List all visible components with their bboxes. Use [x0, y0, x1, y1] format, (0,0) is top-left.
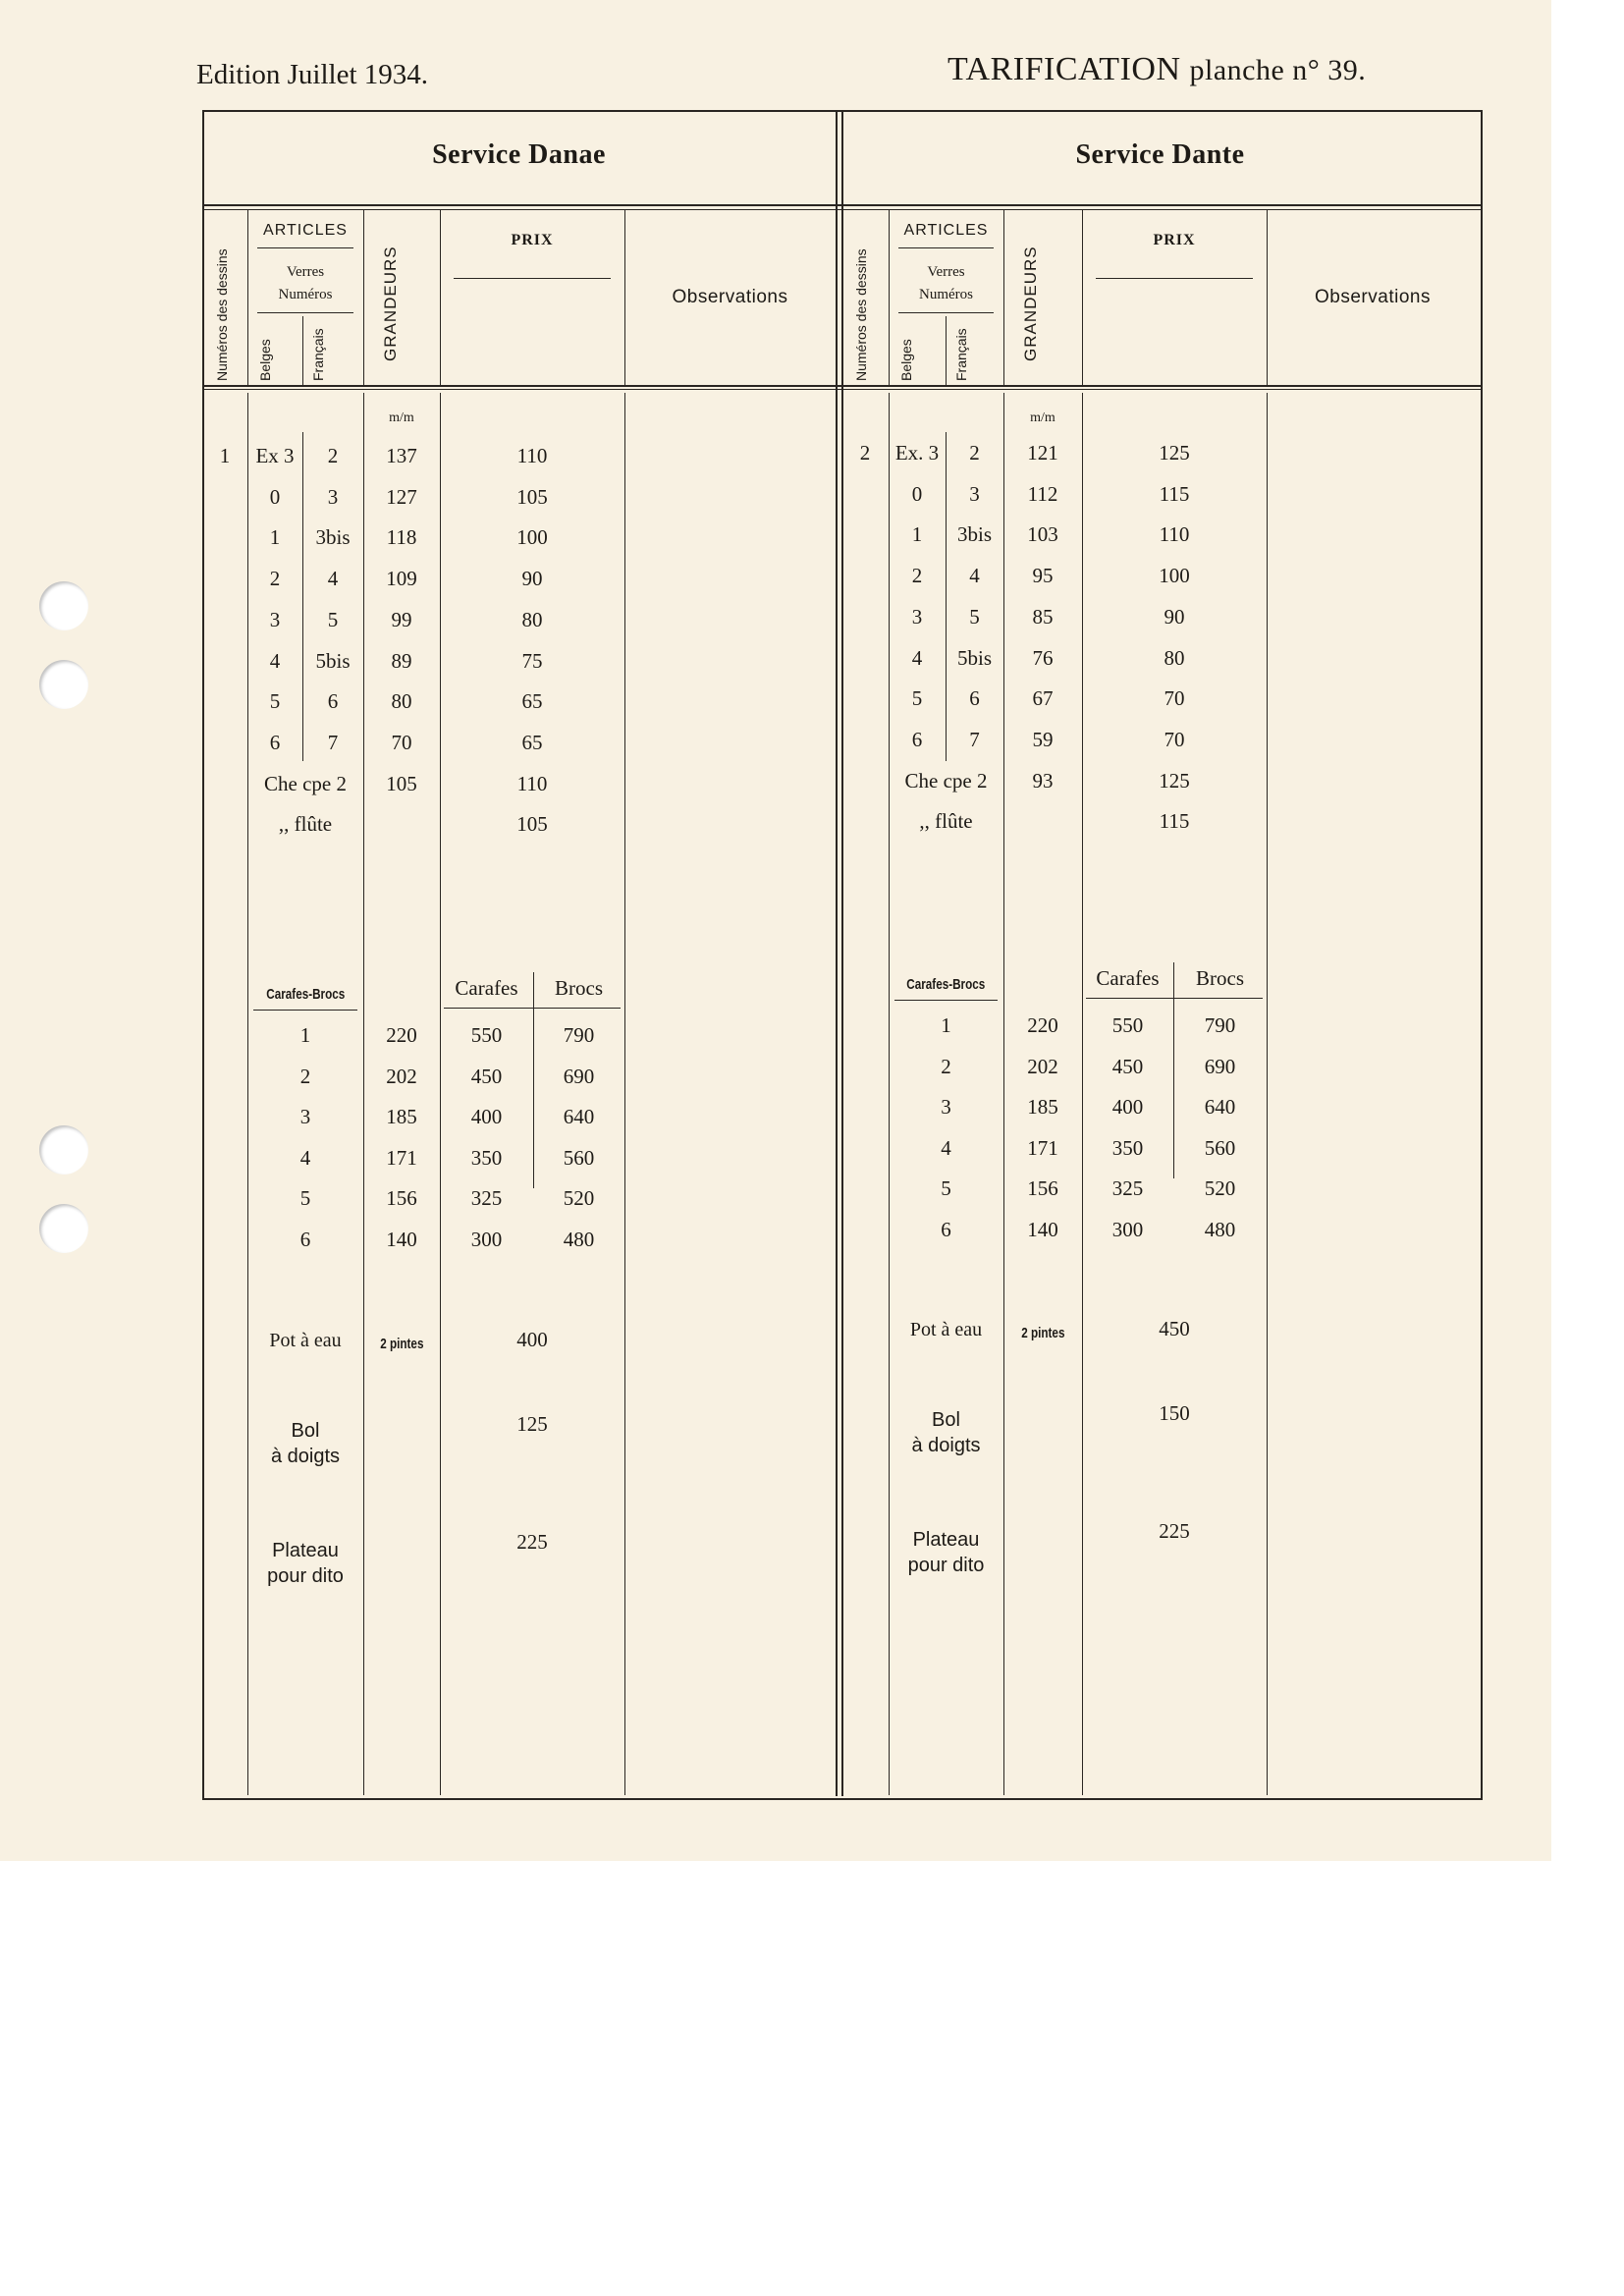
dante-body-rule-articles	[889, 393, 890, 1795]
dante-carafe-number: 5	[941, 1176, 951, 1200]
dante-verre-grandeur: 103	[1027, 522, 1058, 547]
danae-champagne-label: Che cpe 2	[264, 771, 347, 795]
dante-carafe-grandeur: 185	[1027, 1095, 1058, 1119]
dante-verre-prix: 115	[1159, 481, 1190, 506]
dante-body-rule-prix	[1082, 393, 1083, 1795]
dante-verre-grandeur: 85	[1032, 604, 1054, 629]
dante-numeros-label: Numéros	[919, 287, 973, 302]
danae-champagne-prix: 110	[516, 771, 548, 795]
dante-body-rule-grandeurs	[1003, 393, 1004, 1795]
danae-carafe-number: 6	[299, 1227, 311, 1251]
danae-francais-label: Français	[310, 328, 326, 381]
dante-numeros-dessins-label: Numéros des dessins	[853, 248, 869, 381]
danae-brocs-col-label: Brocs	[555, 976, 603, 1000]
danae-verre-grandeur: 109	[386, 567, 417, 591]
dante-broc-prix: 480	[1204, 1217, 1236, 1241]
danae-verre-francais: 5	[327, 607, 339, 631]
danae-carafe-number: 1	[299, 1023, 311, 1047]
dante-carafes-brocs-col-underline	[1086, 998, 1263, 999]
danae-carafe-grandeur: 156	[386, 1186, 417, 1210]
edition-date: Edition Juillet 1934.	[196, 59, 429, 90]
danae-verre-belge: 3	[269, 607, 281, 631]
dante-observations-label: Observations	[1315, 287, 1431, 307]
danae-carafes-brocs-underline	[253, 1010, 357, 1011]
dante-verre-grandeur: 112	[1027, 481, 1058, 506]
danae-verres-label: Verres	[286, 264, 325, 280]
danae-broc-prix: 690	[563, 1064, 595, 1088]
danae-articles-underline	[257, 247, 353, 248]
danae-carafe-number: 3	[299, 1105, 311, 1128]
dante-belges-francais-divider	[946, 316, 947, 385]
danae-carafe-number: 5	[299, 1186, 311, 1210]
dante-articles-label: ARTICLES	[903, 222, 989, 239]
danae-verre-belge: 6	[269, 730, 281, 754]
dante-unit-label: m/m	[1030, 410, 1056, 425]
dante-champagne-grandeur: 93	[1032, 768, 1054, 793]
danae-carafe-prix: 550	[470, 1023, 503, 1047]
dante-bol-prix: 150	[1159, 1401, 1190, 1425]
dante-verre-francais: 3	[969, 481, 980, 506]
danae-verre-belge: 0	[269, 484, 281, 509]
service-divider-2	[841, 110, 843, 1796]
danae-prix-label: PRIX	[511, 232, 554, 248]
danae-verre-prix: 100	[516, 525, 548, 550]
danae-carafe-prix: 400	[470, 1105, 503, 1128]
dante-carafe-grandeur: 156	[1027, 1176, 1058, 1200]
dante-verre-francais: 5	[969, 604, 980, 629]
dante-dessin-number: 2	[859, 441, 871, 465]
dante-francais-label: Français	[953, 328, 969, 381]
danae-verres-underline	[257, 312, 353, 313]
tarification-heading	[947, 51, 1366, 88]
dante-carafe-number: 4	[941, 1135, 951, 1160]
dante-brocs-col-label: Brocs	[1196, 966, 1244, 990]
danae-unit-label: m/m	[389, 410, 414, 425]
dante-carafe-grandeur: 220	[1027, 1013, 1058, 1037]
dante-plateau-label-2: pour dito	[907, 1555, 985, 1576]
danae-articles-label: ARTICLES	[263, 222, 348, 239]
dante-broc-prix: 690	[1204, 1054, 1236, 1078]
danae-verre-grandeur: 137	[386, 444, 417, 467]
dante-carafe-prix: 325	[1111, 1176, 1144, 1200]
danae-verre-prix: 80	[521, 607, 543, 631]
dante-verre-prix: 110	[1159, 522, 1190, 547]
danae-verre-grandeur: 80	[391, 689, 412, 714]
danae-verre-prix: 65	[521, 730, 543, 754]
planche-number: planche n° 39.	[1189, 54, 1367, 86]
danae-body-rule-prix	[440, 393, 441, 1795]
tarification-title: TARIFICATION	[947, 51, 1181, 87]
danae-verre-grandeur: 99	[391, 607, 412, 631]
dante-broc-prix: 640	[1204, 1095, 1236, 1119]
dante-carafe-prix: 350	[1111, 1135, 1144, 1160]
danae-verre-francais: 7	[327, 730, 339, 754]
danae-verre-grandeur: 127	[386, 484, 417, 509]
danae-carafes-col-label: Carafes	[455, 976, 518, 1000]
danae-carafe-grandeur: 202	[386, 1064, 417, 1088]
dante-verre-francais: 4	[969, 564, 980, 588]
danae-pot-grandeur-text: 2 pintes	[379, 1336, 424, 1352]
dante-prix-underline	[1096, 278, 1253, 279]
dante-verre-prix: 125	[1159, 441, 1190, 465]
danae-belges-francais-divider	[302, 316, 303, 385]
dante-plateau-prix: 225	[1159, 1519, 1190, 1543]
dante-bol-label-1: Bol	[932, 1409, 960, 1431]
danae-plateau-label-2: pour dito	[267, 1565, 344, 1587]
danae-grandeurs-label: GRANDEURS	[381, 246, 400, 361]
dante-pot-label: Pot à eau	[909, 1319, 983, 1340]
dante-pot-prix: 450	[1159, 1317, 1190, 1340]
danae-verre-francais: 4	[327, 567, 339, 591]
dante-verre-belge: 0	[911, 481, 923, 506]
dante-verre-belge: 5	[911, 686, 923, 711]
danae-verre-prix: 110	[516, 444, 548, 467]
dante-verre-grandeur: 76	[1032, 645, 1054, 670]
dante-champagne-label: Che cpe 2	[904, 768, 988, 793]
binder-hole-2	[39, 660, 88, 709]
danae-verre-francais: 3	[327, 484, 339, 509]
dante-belges-label: Belges	[898, 339, 914, 381]
dante-bol-label-2: à doigts	[911, 1435, 981, 1456]
dante-carafes-col-label: Carafes	[1096, 966, 1160, 990]
danae-belges-label: Belges	[257, 339, 273, 381]
danae-body-rule-grandeurs	[363, 393, 364, 1795]
danae-observations-label: Observations	[672, 287, 788, 307]
dante-verre-belge: 1	[911, 522, 923, 547]
dante-verre-grandeur: 95	[1032, 564, 1054, 588]
dante-verre-francais: 2	[969, 441, 980, 465]
dante-carafe-number: 3	[941, 1095, 951, 1119]
dante-verre-prix: 80	[1164, 645, 1185, 670]
dante-articles-underline	[898, 247, 994, 248]
dante-prix-label: PRIX	[1153, 232, 1196, 248]
danae-carafe-grandeur: 171	[386, 1145, 417, 1170]
danae-numeros-label: Numéros	[278, 287, 333, 302]
dante-verre-prix: 100	[1159, 564, 1190, 588]
danae-carafes-brocs-label	[247, 980, 363, 1005]
danae-dessin-number: 1	[219, 444, 231, 467]
dante-carafe-prix: 300	[1111, 1217, 1144, 1241]
danae-plateau-label-1: Plateau	[272, 1540, 339, 1561]
dante-verre-belge: 2	[911, 564, 923, 588]
dante-verre-belge: 4	[911, 645, 923, 670]
danae-verre-grandeur: 118	[386, 525, 417, 550]
dante-broc-prix: 790	[1204, 1013, 1236, 1037]
danae-verre-francais: 3bis	[315, 525, 351, 550]
danae-verre-grandeur: 89	[391, 648, 412, 673]
danae-verre-francais: 2	[327, 444, 339, 467]
danae-verre-francais: 5bis	[315, 648, 351, 673]
dante-verre-grandeur: 67	[1032, 686, 1054, 711]
dante-carafe-grandeur: 171	[1027, 1135, 1058, 1160]
dante-flute-label: ,, flûte	[919, 809, 973, 834]
danae-prix-underline	[454, 278, 611, 279]
danae-verre-prix: 105	[516, 484, 548, 509]
danae-broc-prix: 480	[563, 1227, 595, 1251]
dante-verre-francais: 7	[969, 727, 980, 751]
dante-carafe-prix: 550	[1111, 1013, 1144, 1037]
dante-verre-francais: 6	[969, 686, 980, 711]
dante-service-title: Service Dante	[1075, 139, 1245, 170]
danae-pot-label: Pot à eau	[269, 1330, 342, 1351]
danae-col-rule-grandeurs	[363, 210, 364, 385]
dante-verre-belge: Ex. 3	[894, 441, 940, 465]
dante-verre-grandeur: 121	[1027, 441, 1058, 465]
dante-carafe-number: 2	[941, 1054, 951, 1078]
danae-pot-grandeur	[363, 1330, 440, 1354]
service-divider-1	[836, 110, 838, 1796]
dante-verre-belge: 3	[911, 604, 923, 629]
danae-flute-prix: 105	[516, 812, 548, 837]
dante-carafes-brocs-underline	[894, 1000, 998, 1001]
dante-verre-francais: 5bis	[956, 645, 992, 670]
dante-champagne-prix: 125	[1159, 768, 1190, 793]
danae-pot-prix: 400	[516, 1328, 548, 1351]
danae-verre-prix: 65	[521, 689, 543, 714]
dante-body-rule-observations	[1267, 393, 1268, 1795]
danae-service-title: Service Danae	[432, 139, 606, 170]
danae-verre-belge: 5	[269, 689, 281, 714]
dante-carafe-number: 1	[941, 1013, 951, 1037]
dante-carafe-grandeur: 140	[1027, 1217, 1058, 1241]
danae-bol-label-2: à doigts	[270, 1446, 341, 1467]
dante-pot-grandeur-text: 2 pintes	[1020, 1325, 1065, 1341]
dante-verre-francais: 3bis	[956, 522, 992, 547]
dante-pot-grandeur	[1003, 1319, 1082, 1343]
danae-carafe-grandeur: 220	[386, 1023, 417, 1047]
danae-champagne-grandeur: 105	[386, 771, 417, 795]
dante-verre-grandeur: 59	[1032, 727, 1054, 751]
danae-carafe-prix: 325	[470, 1186, 503, 1210]
danae-broc-prix: 790	[563, 1023, 595, 1047]
dante-carafes-brocs-label	[889, 970, 1003, 995]
danae-numeros-dessins-label: Numéros des dessins	[214, 248, 230, 381]
dante-verres-label: Verres	[927, 264, 965, 280]
danae-bol-label-1: Bol	[291, 1420, 320, 1442]
danae-verre-prix: 75	[521, 648, 543, 673]
binder-hole-4	[39, 1204, 88, 1253]
dante-grandeurs-label: GRANDEURS	[1021, 246, 1040, 361]
danae-verre-belge: 4	[269, 648, 281, 673]
dante-broc-prix: 520	[1204, 1176, 1236, 1200]
dante-verres-underline	[898, 312, 994, 313]
dante-verre-prix: 70	[1164, 727, 1185, 751]
binder-hole-1	[39, 581, 88, 630]
danae-broc-prix: 560	[563, 1145, 595, 1170]
danae-carafe-number: 2	[299, 1064, 311, 1088]
danae-carafes-brocs-col-underline	[444, 1008, 621, 1009]
dante-carafe-grandeur: 202	[1027, 1054, 1058, 1078]
dante-verre-belge: 6	[911, 727, 923, 751]
danae-carafes-brocs-text: Carafes-Brocs	[265, 986, 345, 1003]
dante-carafe-number: 6	[941, 1217, 951, 1241]
danae-bol-prix: 125	[516, 1412, 548, 1436]
danae-verre-belge: 2	[269, 567, 281, 591]
dante-verre-prix: 90	[1164, 604, 1185, 629]
danae-carafe-grandeur: 185	[386, 1105, 417, 1128]
danae-carafe-number: 4	[299, 1145, 311, 1170]
danae-verre-francais: 6	[327, 689, 339, 714]
danae-broc-prix: 520	[563, 1186, 595, 1210]
danae-carafe-prix: 450	[470, 1064, 503, 1088]
dante-broc-prix: 560	[1204, 1135, 1236, 1160]
dante-carafes-brocs-text: Carafes-Brocs	[906, 976, 986, 993]
danae-verre-grandeur: 70	[391, 730, 412, 754]
danae-verre-prix: 90	[521, 567, 543, 591]
danae-verre-belge: 1	[269, 525, 281, 550]
danae-verre-belge: Ex 3	[255, 444, 295, 467]
dante-verre-prix: 70	[1164, 686, 1185, 711]
dante-col-rule-grandeurs	[1003, 210, 1004, 385]
danae-body-rule-observations	[624, 393, 625, 1795]
dante-carafe-prix: 450	[1111, 1054, 1144, 1078]
danae-carafe-prix: 350	[470, 1145, 503, 1170]
danae-plateau-prix: 225	[516, 1530, 548, 1554]
dante-plateau-label-1: Plateau	[912, 1529, 980, 1551]
dante-flute-prix: 115	[1159, 809, 1190, 834]
danae-carafe-prix: 300	[470, 1227, 503, 1251]
danae-carafe-grandeur: 140	[386, 1227, 417, 1251]
danae-broc-prix: 640	[563, 1105, 595, 1128]
binder-hole-3	[39, 1125, 88, 1175]
danae-flute-label: ,, flûte	[278, 812, 333, 837]
dante-carafe-prix: 400	[1111, 1095, 1144, 1119]
